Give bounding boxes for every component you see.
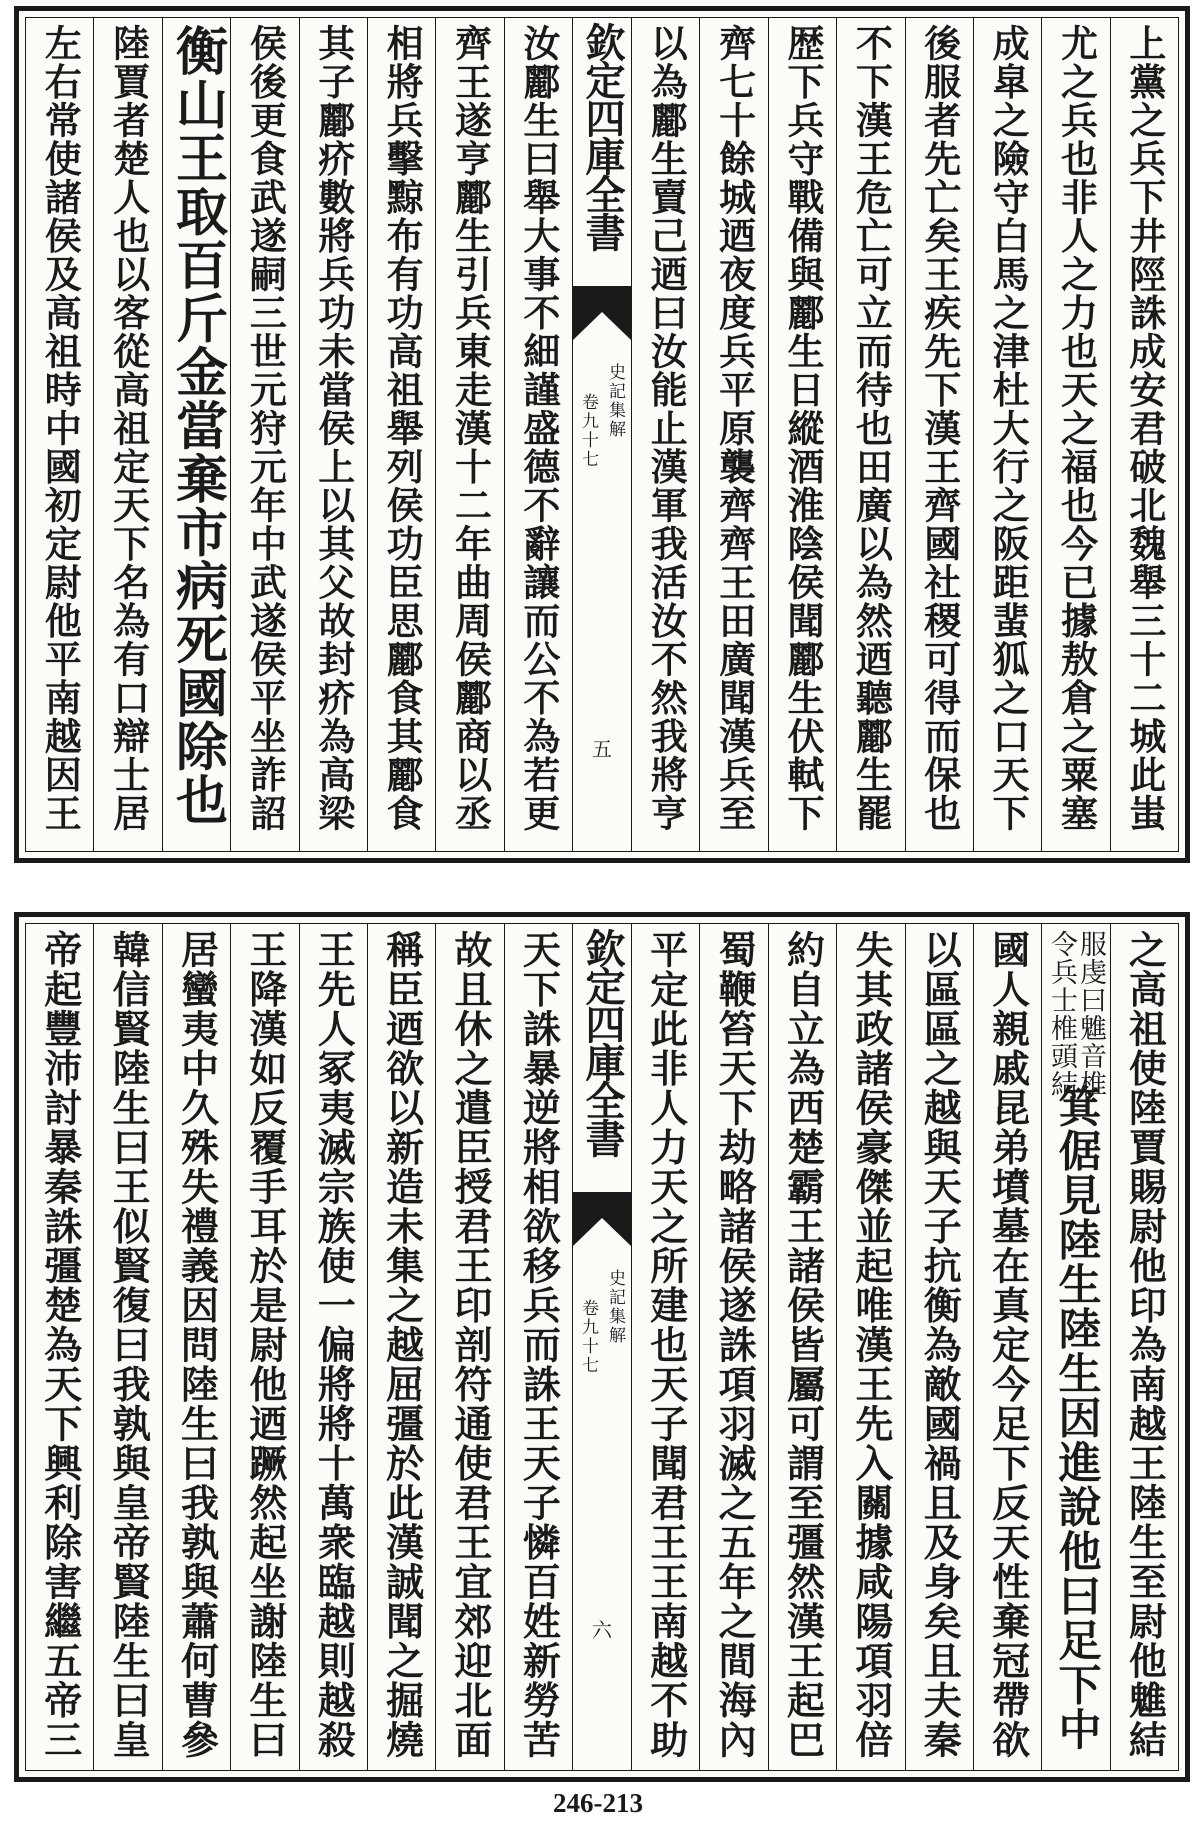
gutter-book-title: 史記集解: [605, 1269, 625, 1345]
column-text: 平定此非人力天之所建也天子聞君王王南越不助: [643, 930, 689, 1760]
column-text: 陸賈者楚人也以客從高祖定天下名為有口辯士居: [106, 24, 151, 833]
upper-page-columns: [26, 18, 1178, 851]
text-column: [93, 924, 161, 1770]
column-text: 歴下兵守戰備與酈生日縱酒淮陰侯聞酈生伏軾下: [780, 24, 825, 833]
gutter-juan: 卷九十七: [578, 393, 598, 469]
column-text: 上黨之兵下井陘誅成安君破北魏舉三十二城此蚩: [1122, 24, 1167, 833]
page-gutter: [572, 18, 631, 851]
interlinear-note: [1047, 930, 1105, 1098]
column-text: 其子酈疥數將兵功未當侯上以其父故封疥為高梁: [311, 24, 356, 833]
column-text: 衡山王取百斤金當棄市病死國除也: [166, 24, 228, 827]
text-column: [435, 924, 503, 1770]
upper-page: [14, 6, 1190, 863]
text-column: [699, 924, 767, 1770]
text-column: [504, 924, 572, 1770]
text-column: [768, 18, 836, 851]
fishtail-mark: [573, 1192, 631, 1246]
column-text: 故且休之遣臣授君王印剖符通使君王宜郊迎北面: [447, 930, 493, 1760]
column-text: 蜀鞭笞天下劫略諸侯遂誅項羽滅之五年之間海內: [712, 930, 758, 1760]
text-column: [973, 924, 1041, 1770]
text-column: [1041, 18, 1109, 851]
column-text: 侯後更食武遂嗣三世元狩元年中武遂侯平坐詐詔: [243, 24, 288, 833]
column-text: 尤之兵也非人之力也天之福也今已據敖倉之粟塞: [1054, 24, 1099, 833]
column-text: 汝酈生曰舉大事不細謹盛德不辭讓而公不為若更: [516, 24, 561, 833]
gutter-title: 欽定四庫全書: [579, 22, 626, 250]
column-text: 帝起豐沛討暴秦誅彊楚為天下興利除害繼五帝三: [37, 930, 83, 1760]
text-column: [631, 18, 699, 851]
column-text: 箕倨見陸生陸生因進說他曰足下中: [1051, 1084, 1102, 1752]
column-text: 天下誅暴逆將相欲移兵而誅王天子憐百姓新勞苦: [516, 930, 562, 1760]
column-text: 左右常使諸侯及高祖時中國初定尉他平南越因王: [38, 24, 83, 833]
gutter-title: 欽定四庫全書: [579, 928, 626, 1156]
text-column: [905, 924, 973, 1770]
gutter-page-number: 五: [592, 737, 612, 761]
note-line-right: 服虔曰魋音椎: [1074, 930, 1106, 1098]
column-text: 齊七十餘城迺夜度兵平原襲齊齊王田廣聞漢兵至: [712, 24, 757, 833]
column-text: 以區區之越與天子抗衡為敵國禍且及身矣且夫秦: [917, 930, 963, 1760]
fishtail-mark: [573, 286, 631, 340]
text-column: [435, 18, 503, 851]
text-column: [367, 924, 435, 1770]
column-text: 王降漢如反覆手耳於是尉他迺蹶然起坐謝陸生曰: [242, 930, 288, 1760]
text-column: [299, 18, 367, 851]
gutter-page-number: 六: [592, 1618, 612, 1642]
column-text: 居蠻夷中久殊失禮義因問陸生曰我孰與蕭何曹參: [174, 930, 220, 1760]
text-column: [699, 18, 767, 851]
column-text: 失其政諸侯豪傑並起唯漢王先入關據咸陽項羽倍: [848, 930, 894, 1760]
lower-page-frame: [25, 923, 1179, 1771]
text-column: [905, 18, 973, 851]
column-text: 稱臣迺欲以新造未集之越屈彊於此漢誠聞之掘燒: [379, 930, 425, 1760]
upper-page-frame: [25, 17, 1179, 852]
text-column: [504, 18, 572, 851]
lower-page-columns: [26, 924, 1178, 1770]
page-code: 246-213: [553, 1788, 643, 1818]
gutter-book-title: 史記集解: [605, 363, 625, 439]
column-text: 約自立為西楚霸王諸侯皆屬可謂至彊然漢王起巴: [780, 930, 826, 1760]
text-column: [299, 924, 367, 1770]
text-column: [973, 18, 1041, 851]
text-column-with-note: [1041, 924, 1109, 1770]
text-column: [1110, 924, 1178, 1770]
text-column: [230, 18, 298, 851]
column-text: 齊王遂亨酈生引兵東走漢十二年曲周侯酈商以丞: [448, 24, 493, 833]
text-column: [367, 18, 435, 851]
text-column: [26, 924, 93, 1770]
text-column: [26, 18, 93, 851]
column-text: 之高祖使陸賈賜尉他印為南越王陸生至尉他魋結: [1122, 930, 1168, 1760]
text-column: [162, 924, 230, 1770]
page-gutter: [572, 924, 631, 1770]
column-text: 成皐之險守白馬之津杜大行之阪距蜚狐之口天下: [986, 24, 1031, 833]
text-column: [162, 18, 230, 851]
column-text: 不下漢王危亡可立而待也田廣以為然迺聽酈生罷: [849, 24, 894, 833]
column-text: 國人親戚昆弟墳墓在真定今足下反天性棄冠帶欲: [985, 930, 1031, 1760]
text-column: [836, 18, 904, 851]
lower-page: [14, 912, 1190, 1782]
text-column: [1110, 18, 1178, 851]
column-text: 以為酈生賣己迺曰汝能止漢軍我活汝不然我將亨: [644, 24, 689, 833]
text-column: [768, 924, 836, 1770]
column-text: 王先人冢夷滅宗族使一偏將將十萬衆臨越則越殺: [311, 930, 357, 1760]
text-column: [93, 18, 161, 851]
note-line-left: 令兵士椎頭結: [1045, 930, 1077, 1098]
text-column: [631, 924, 699, 1770]
column-text: 相將兵擊黥布有功高祖舉列侯功臣思酈食其酈食: [380, 24, 425, 833]
text-column: [230, 924, 298, 1770]
gutter-juan: 卷九十七: [578, 1299, 598, 1375]
column-text: 韓信賢陸生曰王似賢復曰我孰與皇帝賢陸生曰皇: [106, 930, 152, 1760]
text-column: [836, 924, 904, 1770]
column-text: 後服者先亡矣王疾先下漢王齊國社稷可得而保也: [917, 24, 962, 833]
